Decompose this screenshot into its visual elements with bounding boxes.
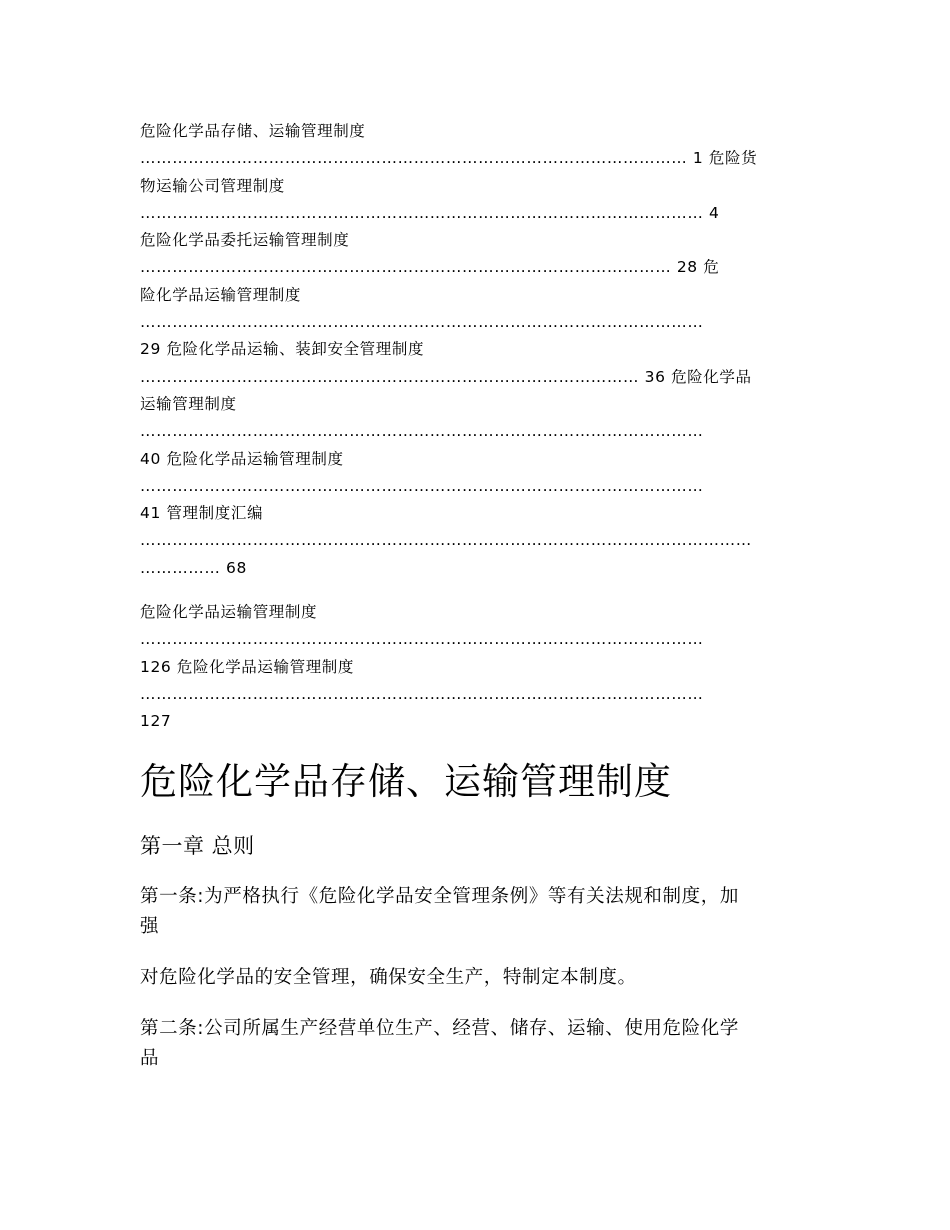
toc-leader-line[interactable]: …………………………………………………………………………………………………… bbox=[140, 531, 752, 550]
toc-entry-title[interactable]: 危险化学品存储、运输管理制度 bbox=[140, 122, 366, 140]
document-body bbox=[140, 752, 820, 1074]
toc-leader-line[interactable]: …………………………………………………………………………………………… bbox=[140, 476, 704, 495]
toc-entry-title[interactable]: 危险化学品委托运输管理制度 bbox=[140, 231, 350, 250]
toc-leader-line[interactable]: ………………………………………………………………………………………… 1 危险货 bbox=[140, 149, 758, 168]
toc-entry-title[interactable]: 运输管理制度 bbox=[140, 394, 237, 413]
article-paragraph-continuation: 品 bbox=[140, 1048, 160, 1069]
chapter-heading: 第一章 总则 bbox=[140, 834, 255, 858]
toc-entry-title[interactable]: 物运输公司管理制度 bbox=[140, 176, 285, 195]
toc-spacer bbox=[140, 582, 820, 599]
toc-entry-title[interactable]: 40 危险化学品运输管理制度 bbox=[140, 449, 344, 468]
article-paragraph: 第二条:公司所属生产经营单位生产、经营、储存、运输、使用危险化学 bbox=[140, 1018, 739, 1039]
toc-leader-line[interactable]: …………………………………………………………………………………………… 4 bbox=[140, 203, 720, 222]
toc-leader-line[interactable]: …………… 68 bbox=[140, 558, 247, 577]
article-paragraph: 对危险化学品的安全管理，确保安全生产，特制定本制度。 bbox=[140, 967, 637, 988]
toc-leader-line[interactable]: …………………………………………………………………………………………… bbox=[140, 684, 704, 703]
toc-entry-title[interactable]: 险化学品运输管理制度 bbox=[140, 285, 302, 304]
toc-leader-line[interactable]: …………………………………………………………………………………………… bbox=[140, 422, 704, 441]
toc-leader-line[interactable]: …………………………………………………………………………………………… bbox=[140, 313, 704, 332]
toc-leader-line[interactable]: ……………………………………………………………………………………… 28 危 bbox=[140, 258, 720, 277]
toc-entry-title[interactable]: 29 危险化学品运输、装卸安全管理制度 bbox=[140, 340, 425, 359]
toc-entry-title[interactable]: 危险化学品运输管理制度 bbox=[140, 603, 318, 622]
table-of-contents bbox=[140, 118, 820, 736]
article-paragraph: 第一条:为严格执行《危险化学品安全管理条例》等有关法规和制度，加 bbox=[140, 886, 739, 907]
document-title: 危险化学品存储、运输管理制度 bbox=[140, 760, 672, 803]
toc-leader-line[interactable]: ………………………………………………………………………………… 36 危险化学品 bbox=[140, 367, 752, 386]
toc-entry-title[interactable]: 41 管理制度汇编 bbox=[140, 504, 264, 523]
toc-entry-title[interactable]: 126 危险化学品运输管理制度 bbox=[140, 657, 355, 676]
toc-page-number[interactable]: 127 bbox=[140, 712, 172, 731]
article-paragraph-continuation: 强 bbox=[140, 916, 160, 937]
toc-leader-line[interactable]: …………………………………………………………………………………………… bbox=[140, 630, 704, 649]
